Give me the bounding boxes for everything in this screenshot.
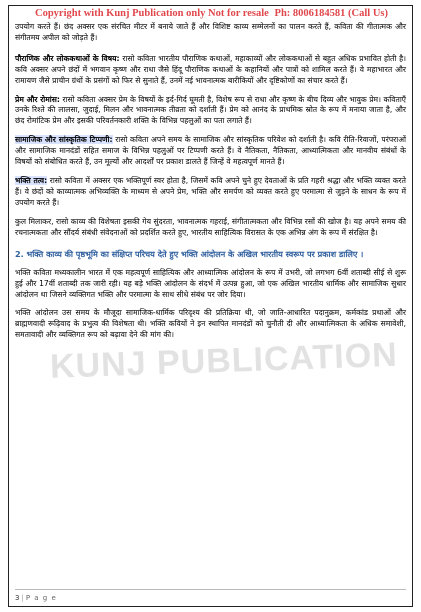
paragraph-text: रासो कविता भारतीय पौराणिक कथाओं, महाकाव्यों और लोककथाओं से बहुत अधिक प्रभावित होती है। कवि अक्सर अपने छंदों में भगवान कृष्ण और राधा जैसे हिंदू पौराणिक कथाओं के कहानियों और पात्रों को शामिल करते हैं। वे महाभारत और रामायण जैसे प्राचीन ग्रंथों के प्रसंगों को फिर से सुनाते हैं, उनमें नई भावनात्मक बारीकियों और दृष्टिकोणों का संचार करते हैं।	[15, 53, 406, 85]
paragraph-heading: प्रेम और रोमांस:	[15, 94, 60, 104]
paragraph-text: रासो कविता अक्सर प्रेम के विषयों के इर्द-गिर्द घूमती है, विशेष रूप से राधा और कृष्ण के बीच दिव्य और भावुक प्रेम। कविताएँ उनके रिश्ते की लालसा, जुदाई, मिलन और भावनात्मक तीव्रता को दर्शाती हैं। प्रेम को आनंद के प्राथमिक स्रोत के रूप में मनाया जाता है, और छंद रोमांटिक प्रेम और इसकी परिवर्तनकारी शक्ति के विभिन्न पहलुओं का पता लगाते हैं।	[15, 94, 406, 126]
paragraph-summary	[15, 217, 406, 239]
question-heading: 2. भक्ति काव्य की पृष्ठभूमि का संक्षिप्त परिचय देते हुए भक्ति आंदोलन के अखिल भारतीय स्वरूप पर प्रकाश डालिए ।	[15, 248, 364, 259]
paragraph-heading: पौराणिक और लोककथाओं के विषय:	[15, 53, 120, 63]
publisher-watermark: KUNJ PUBLICATION	[49, 335, 399, 386]
paragraph-text: रासो कविता अपने समय के सामाजिक और सांस्कृतिक परिवेश को दर्शाती है। कवि रीति-रिवाजों, परंपराओं और सामाजिक मानदंडों सहित समाज के विभिन्न पहलुओं पर टिप्पणी करते हैं। वे नैतिकता, नैतिकता, आध्यात्मिकता और मानवीय संबंधों के विषयों को संबोधित करते हैं, उन मूल्यों और आदर्शों पर प्रकाश डालते हैं जिन्हें वे महत्वपूर्ण मानते हैं।	[15, 135, 406, 167]
paragraph-heading: भक्ति तत्व:	[15, 175, 48, 185]
contact-phone: Ph: 8006184581 (Call Us)	[274, 8, 388, 19]
page-header	[15, 7, 406, 21]
page-footer	[15, 589, 406, 604]
page-label: P a g e	[25, 594, 57, 602]
footer-separator: |	[21, 594, 24, 602]
paragraph-intro-continued	[15, 22, 406, 44]
paragraph-text: कुल मिलाकर, रासो काव्य की विशेषता इसकी गेय सुंदरता, भावनात्मक गहराई, संगीतात्मकता और विभिन्न रसों की खोज है। यह अपने समय की रचनात्मकता और सौंदर्य संबंधी संवेदनाओं को प्रदर्शित करते हुए, भारतीय साहित्यिक विरासत के एक अभिन्न अंग के रूप में संरक्षित है।	[15, 216, 406, 237]
document-page	[8, 5, 413, 607]
paragraph-text: रासो कविता में अक्सर एक भक्तिपूर्ण स्वर होता है, जिसमें कवि अपने चुने हुए देवताओं के प्रति गहरी श्रद्धा और भक्ति व्यक्त करते हैं। वे छंदों को काव्यात्मक अभिव्यक्ति के माध्यम से अपने प्रेम, भक्ति और समर्पण को व्यक्त करते हुए परमात्मा से जुड़ने के साधन के रूप में उपयोग करते हैं।	[15, 175, 406, 207]
paragraph-devotion	[15, 176, 406, 209]
paragraph-social-commentary	[15, 135, 406, 168]
answer-paragraph-1: भक्ति कविता मध्यकालीन भारत में एक महत्वपूर्ण साहित्यिक और आध्यात्मिक आंदोलन के रूप में उभरी, जो लगभग 6वीं शताब्दी सीई से शुरू हुई और 17वीं शताब्दी तक जारी रही। यह बड़े भक्ति आंदोलन के संदर्भ में उत्पन्न हुआ, जो एक अखिल भारतीय धार्मिक और सामाजिक सुधार आंदोलन था जिसने व्यक्तिगत भक्ति और परमात्मा के साथ सीधे संबंध पर जोर दिया।	[15, 267, 406, 299]
paragraph-heading: सामाजिक और सांस्कृतिक टिप्पणी:	[15, 135, 113, 145]
copyright-notice: Copyright with Kunj Publication only Not for resale	[35, 8, 269, 19]
answer-paragraph-2: भक्ति आंदोलन उस समय के मौजूदा सामाजिक-धार्मिक परिदृश्य की प्रतिक्रिया थी, जो जाति-आधारित पदानुक्रम, कर्मकांड प्रथाओं और ब्राह्मणवादी रूढ़िवाद के प्रभुत्व की विशेषता थी। भक्ति कवियों ने इन स्थापित मानदंडों को चुनौती दी और आध्यात्मिकता के अधिक समावेशी, समतावादी और व्यक्तिगत रूप को बढ़ावा देने की मांग की।	[15, 308, 406, 340]
paragraph-mythology	[15, 54, 406, 87]
page-content	[15, 22, 406, 386]
paragraph-love-romance	[15, 95, 406, 128]
paragraph-text: उपयोग करते हैं। छंद अक्सर एक संरचित मीटर में बनाये जाते हैं और विशिष्ट काव्य सम्मेलनों का पालन करते हैं, कविता की गीतात्मक और संगीतमय अपील को जोड़ते हैं।	[15, 22, 406, 42]
page-number: 3	[15, 594, 20, 602]
